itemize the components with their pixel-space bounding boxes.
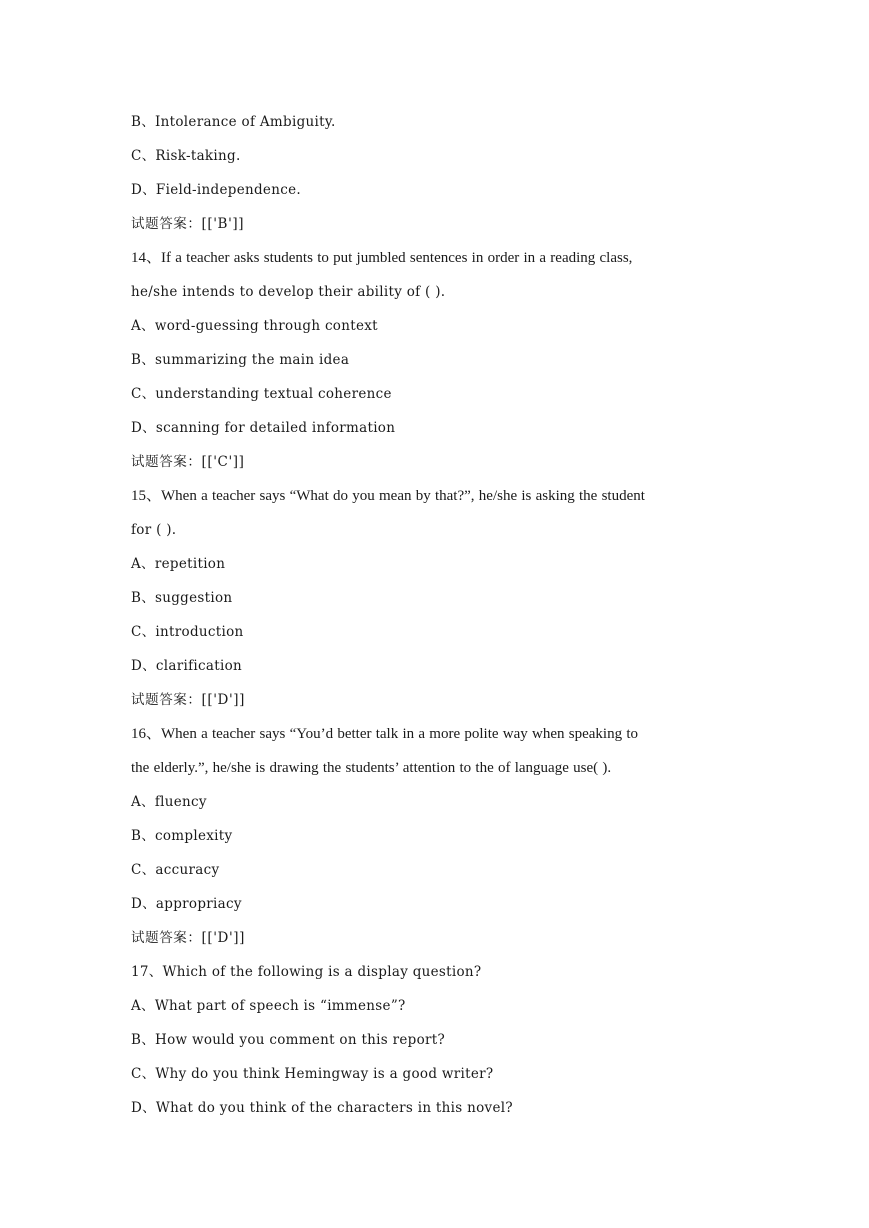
question-17-line-1: 17、Which of the following is a display question? xyxy=(131,964,482,980)
option-d-15: D、clarification xyxy=(131,658,243,674)
question-16-line-1: 16、When a teacher says “You’d better talk in a more polite way when speaking to xyxy=(131,726,638,742)
option-a-14: A、word-guessing through context xyxy=(131,318,378,334)
option-b-15: B、suggestion xyxy=(131,590,233,606)
option-c-16: C、accuracy xyxy=(131,862,220,878)
option-b-17: B、How would you comment on this report? xyxy=(131,1032,446,1048)
answer-13: 试题答案：[['B']] xyxy=(131,216,245,232)
option-d-17: D、What do you think of the characters in this novel? xyxy=(131,1100,513,1116)
option-a-15: A、repetition xyxy=(131,556,226,572)
question-14-line-2: he/she intends to develop their ability of ( ). xyxy=(131,284,446,300)
answer-14: 试题答案：[['C']] xyxy=(131,454,245,470)
option-b-14: B、summarizing the main idea xyxy=(131,352,350,368)
option-d-14: D、scanning for detailed information xyxy=(131,420,396,436)
answer-16: 试题答案：[['D']] xyxy=(131,930,246,946)
option-c-14: C、understanding textual coherence xyxy=(131,386,392,402)
question-15-line-2: for ( ). xyxy=(131,522,177,538)
option-a-16: A、fluency xyxy=(131,794,207,810)
document-page xyxy=(131,112,791,1132)
option-d-13: D、Field-independence. xyxy=(131,182,301,198)
option-a-17: A、What part of speech is “immense”? xyxy=(131,998,406,1014)
question-14-line-1: 14、If a teacher asks students to put jumbled sentences in order in a reading class, xyxy=(131,250,633,266)
option-b-13: B、Intolerance of Ambiguity. xyxy=(131,114,336,130)
option-b-16: B、complexity xyxy=(131,828,233,844)
question-16-line-2: the elderly.”, he/she is drawing the students’ attention to the of language use( ). xyxy=(131,760,612,776)
option-c-15: C、introduction xyxy=(131,624,244,640)
option-d-16: D、appropriacy xyxy=(131,896,242,912)
answer-15: 试题答案：[['D']] xyxy=(131,692,246,708)
option-c-17: C、Why do you think Hemingway is a good writer? xyxy=(131,1066,494,1082)
option-c-13: C、Risk-taking. xyxy=(131,148,241,164)
question-15-line-1: 15、When a teacher says “What do you mean by that?”, he/she is asking the student xyxy=(131,488,645,504)
